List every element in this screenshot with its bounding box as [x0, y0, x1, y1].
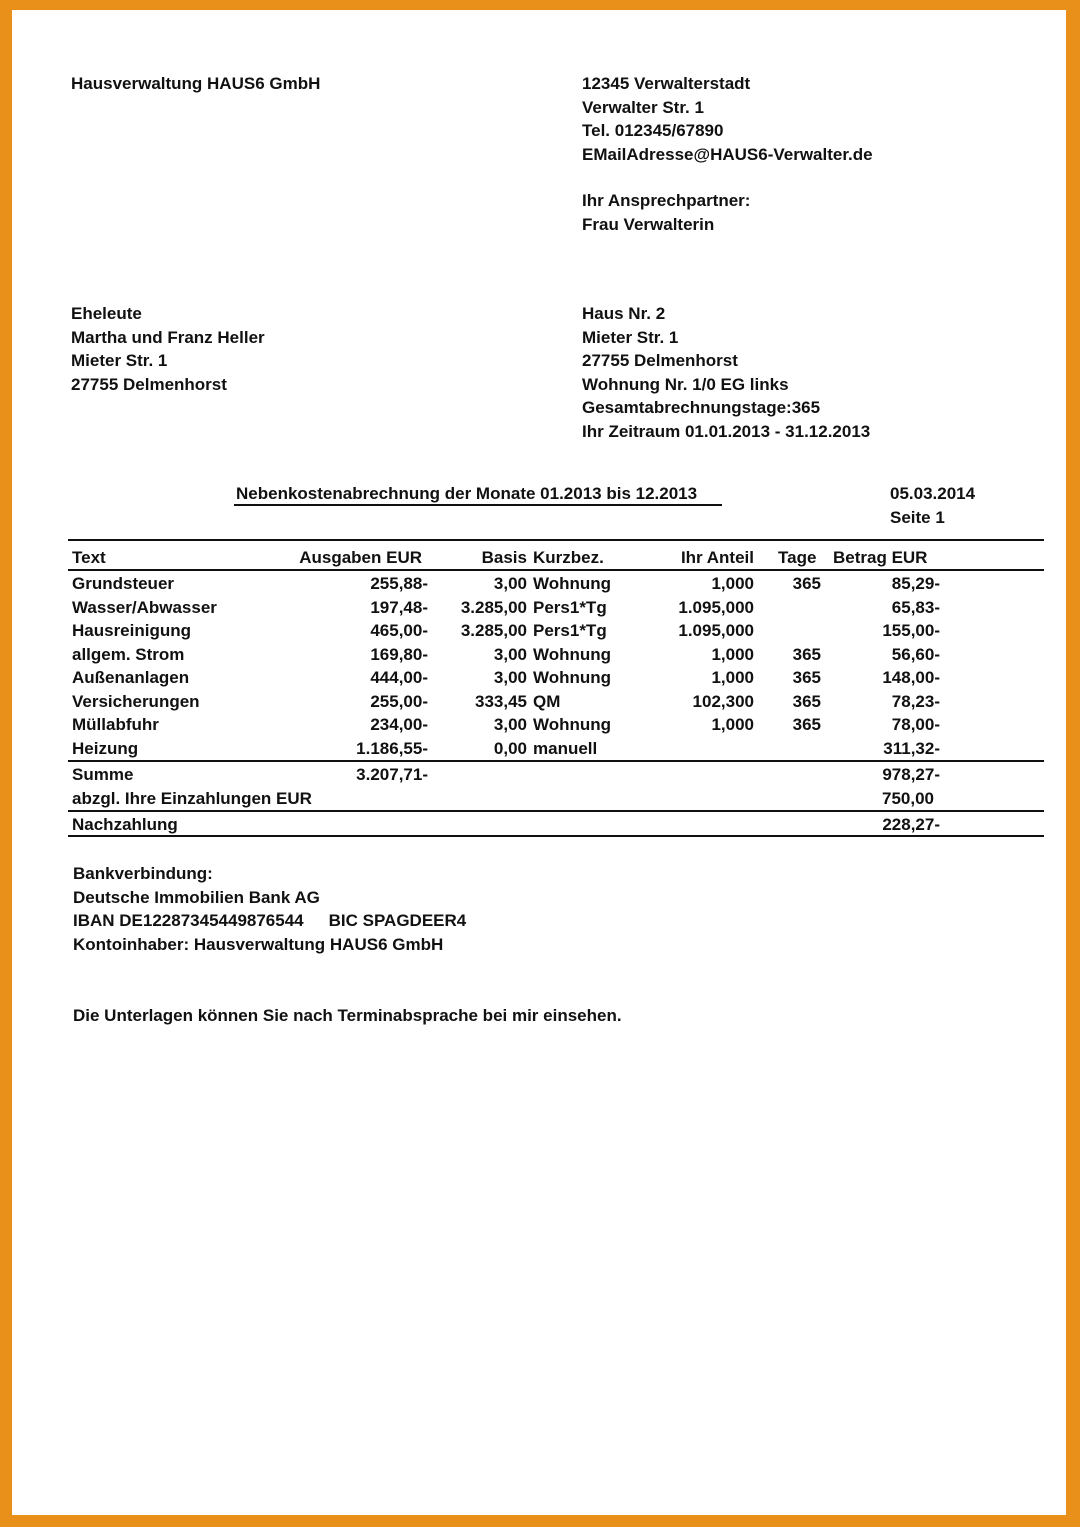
cell-kurzbez: Wohnung: [533, 574, 612, 593]
header-bottom-rule: [68, 569, 1044, 571]
cell-anteil: 102,300: [692, 691, 754, 711]
document-page: [12, 10, 1066, 1515]
cell-betrag: 78,00-: [891, 715, 940, 734]
recipient-line: Martha und Franz Heller: [71, 327, 265, 347]
nachzahlung-label: Nachzahlung: [72, 815, 178, 834]
cell-text: Müllabfuhr: [72, 715, 159, 734]
contact-block: [582, 189, 750, 236]
property-line: Ihr Zeitraum 01.01.2013 - 31.12.2013: [582, 421, 871, 441]
statement-date: 05.03.2014: [890, 484, 976, 503]
cell-basis: 3,00: [493, 574, 527, 593]
cell-betrag: 65,83-: [891, 597, 940, 617]
cell-betrag: 78,23-: [891, 691, 940, 711]
header-ausgaben: Ausgaben EUR: [299, 548, 422, 567]
cell-basis: 3.285,00: [460, 597, 527, 617]
bank-holder: Kontoinhaber: Hausverwaltung HAUS6 GmbH: [73, 934, 444, 954]
einzahlungen-label: abzgl. Ihre Einzahlungen EUR: [72, 789, 312, 808]
header-tage: Tage: [778, 548, 817, 567]
cell-kurzbez: Pers1*Tg: [533, 597, 607, 617]
cell-tage: 365: [792, 715, 821, 734]
contact-label: Ihr Ansprechpartner:: [582, 191, 751, 210]
cell-kurzbez: Wohnung: [533, 715, 612, 734]
cell-kurzbez: manuell: [533, 738, 598, 758]
cell-kurzbez: Wohnung: [533, 668, 612, 687]
cell-tage: 365: [792, 574, 821, 593]
cell-betrag: 148,00-: [882, 668, 940, 687]
cell-kurzbez: QM: [533, 691, 561, 711]
recipient-line: Mieter Str. 1: [71, 351, 168, 370]
header-kurzbez: Kurzbez.: [533, 548, 604, 567]
cell-basis: 0,00: [493, 738, 527, 758]
einzahlungen-betrag: 750,00: [882, 789, 934, 808]
footer-note: Die Unterlagen können Sie nach Terminabsprache bei mir einsehen.: [73, 1006, 622, 1025]
header-basis: Basis: [481, 548, 527, 567]
cell-anteil: 1,000: [711, 644, 754, 664]
nachzahlung-betrag: 228,27-: [882, 815, 940, 834]
cell-basis: 333,45: [475, 691, 527, 711]
cell-text: Heizung: [72, 738, 139, 758]
cell-anteil: 1,000: [711, 668, 754, 687]
property-info: [582, 302, 870, 443]
cell-ausgaben: 255,88-: [370, 574, 428, 593]
cell-text: allgem. Strom: [72, 644, 185, 664]
cell-text: Grundsteuer: [72, 574, 175, 593]
cell-betrag: 311,32-: [883, 738, 940, 758]
cell-anteil: 1.095,000: [678, 597, 754, 617]
summe-label: Summe: [72, 765, 134, 784]
sender-phone: Tel. 012345/67890: [582, 121, 724, 140]
cell-basis: 3.285,00: [460, 621, 527, 640]
cell-basis: 3,00: [493, 715, 527, 734]
property-line: Gesamtabrechnungstage:365: [582, 398, 821, 417]
nachzahlung-rule: [68, 810, 1044, 812]
header-betrag: Betrag EUR: [833, 548, 928, 567]
table-top-rule: [68, 539, 1044, 541]
cell-ausgaben: 444,00-: [370, 668, 428, 687]
cell-betrag: 85,29-: [891, 574, 940, 593]
cell-basis: 3,00: [493, 668, 527, 687]
table-bottom-rule: [68, 835, 1044, 837]
cell-text: Versicherungen: [72, 691, 200, 711]
property-line: 27755 Delmenhorst: [582, 351, 738, 370]
cell-tage: 365: [792, 691, 821, 711]
property-line: Haus Nr. 2: [582, 304, 666, 323]
sender-address-line: Verwalter Str. 1: [582, 97, 704, 117]
summe-rule: [68, 760, 1044, 762]
header-text: Text: [72, 548, 106, 567]
cell-ausgaben: 465,00-: [370, 621, 428, 640]
cell-text: Außenanlagen: [72, 668, 190, 687]
cell-anteil: 1,000: [711, 715, 754, 734]
summe-ausgaben: 3.207,71-: [356, 765, 428, 784]
sender-company: Hausverwaltung HAUS6 GmbH: [71, 74, 321, 93]
cell-text: Hausreinigung: [72, 621, 192, 640]
cell-kurzbez: Pers1*Tg: [533, 621, 607, 640]
cell-kurzbez: Wohnung: [533, 644, 612, 664]
recipient-line: Eheleute: [71, 304, 142, 323]
cell-anteil: 1,000: [711, 574, 754, 593]
statement-title: Nebenkostenabrechnung der Monate 01.2013 bis 12.2013: [236, 484, 698, 503]
bank-iban: IBAN DE12287345449876544: [73, 911, 304, 930]
bank-label: Bankverbindung:: [73, 864, 213, 883]
cell-tage: 365: [792, 668, 821, 687]
summe-betrag: 978,27-: [882, 765, 940, 784]
bank-iban-bic: [73, 909, 466, 933]
recipient-address: [71, 302, 265, 396]
sender-address-line: 12345 Verwalterstadt: [582, 74, 751, 93]
header-anteil: Ihr Anteil: [680, 548, 754, 567]
cell-betrag: 155,00-: [882, 621, 940, 640]
bank-bic: BIC SPAGDEER4: [328, 911, 467, 930]
cell-ausgaben: 255,00-: [370, 691, 428, 711]
cell-tage: 365: [792, 644, 821, 664]
sender-email: EMailAdresse@HAUS6-Verwalter.de: [582, 144, 873, 164]
recipient-line: 27755 Delmenhorst: [71, 374, 227, 394]
cell-basis: 3,00: [493, 644, 527, 664]
bank-details: [73, 862, 466, 956]
property-line: Wohnung Nr. 1/0 EG links: [582, 374, 789, 394]
cell-betrag: 56,60-: [891, 644, 940, 664]
contact-name: Frau Verwalterin: [582, 214, 715, 234]
cell-ausgaben: 197,48-: [370, 597, 428, 617]
bank-name: Deutsche Immobilien Bank AG: [73, 887, 320, 907]
cell-anteil: 1.095,000: [678, 621, 754, 640]
property-line: Mieter Str. 1: [582, 327, 679, 347]
sender-address: [582, 72, 873, 166]
cell-ausgaben: 234,00-: [370, 715, 428, 734]
cell-ausgaben: 169,80-: [370, 644, 428, 664]
cell-text: Wasser/Abwasser: [72, 597, 217, 617]
cell-ausgaben: 1.186,55-: [356, 738, 428, 758]
page-number: Seite 1: [890, 508, 945, 527]
title-underline: [234, 504, 722, 506]
